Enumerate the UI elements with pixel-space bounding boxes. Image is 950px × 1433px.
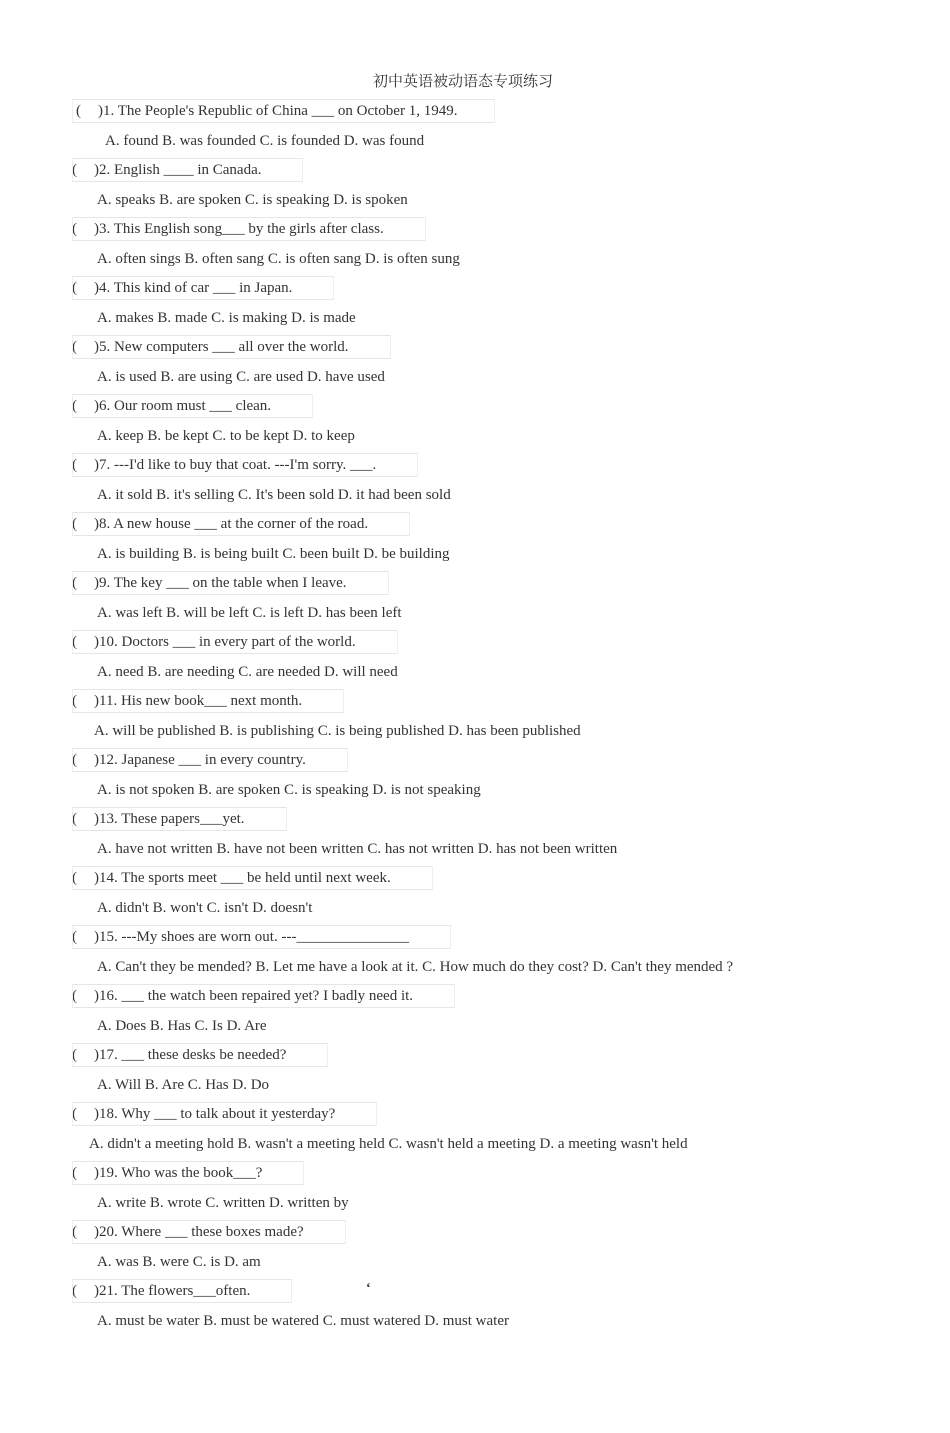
answer-options: A. Can't they be mended? B. Let me have a look at it. C. How much do they cost? D. Can't they mended ?: [97, 959, 734, 975]
question-text: )18. Why ___ to talk about it yesterday?: [94, 1106, 336, 1122]
answer-options: A. need B. are needing C. are needed D. will need: [97, 664, 398, 680]
question-line: [72, 396, 271, 416]
question-text: )13. These papers___yet.: [94, 811, 245, 827]
answer-blank[interactable]: (: [72, 811, 77, 827]
question-line: [72, 514, 368, 534]
question-text: )15. ---My shoes are worn out. ---_______________: [94, 929, 409, 945]
answer-options: A. write B. wrote C. written D. written by: [97, 1195, 349, 1211]
question-text: )8. A new house ___ at the corner of the road.: [94, 516, 369, 532]
question-text: )10. Doctors ___ in every part of the world.: [94, 634, 356, 650]
question-line: [72, 809, 245, 829]
question-line: [72, 1045, 286, 1065]
question-line: [72, 1281, 250, 1301]
question-line: [72, 986, 413, 1006]
answer-options: A. is building B. is being built C. been built D. be building: [97, 546, 450, 562]
answer-options: A. Will B. Are C. Has D. Do: [97, 1077, 270, 1093]
question-text: )5. New computers ___ all over the world.: [94, 339, 349, 355]
question-line: [72, 868, 391, 888]
question-text: )7. ---I'd like to buy that coat. ---I'm sorry. ___.: [94, 457, 377, 473]
answer-blank[interactable]: (: [72, 988, 77, 1004]
question-text: )14. The sports meet ___ be held until next week.: [94, 870, 391, 886]
answer-options: A. was left B. will be left C. is left D. has been left: [97, 605, 402, 621]
answer-options: A. keep B. be kept C. to be kept D. to keep: [97, 428, 355, 444]
answer-blank[interactable]: (: [72, 457, 77, 473]
answer-blank[interactable]: (: [72, 693, 77, 709]
question-text: )3. This English song___ by the girls after class.: [94, 221, 384, 237]
answer-options: A. didn't a meeting hold B. wasn't a meeting held C. wasn't held a meeting D. a meeting wasn't held: [89, 1136, 688, 1152]
question-text: )9. The key ___ on the table when I leave.: [94, 575, 347, 591]
question-text: )4. This kind of car ___ in Japan.: [94, 280, 293, 296]
question-text: )16. ___ the watch been repaired yet? I badly need it.: [94, 988, 414, 1004]
question-line: [72, 278, 292, 298]
question-text: )2. English ____ in Canada.: [94, 162, 262, 178]
answer-options: A. makes B. made C. is making D. is made: [97, 310, 356, 326]
answer-options: A. will be published B. is publishing C. is being published D. has been published: [94, 723, 581, 739]
question-line: [76, 101, 457, 121]
answer-options: A. speaks B. are spoken C. is speaking D. is spoken: [97, 192, 408, 208]
question-text: )19. Who was the book___?: [94, 1165, 263, 1181]
question-line: [72, 160, 261, 180]
answer-blank[interactable]: (: [72, 1224, 77, 1240]
question-text: )12. Japanese ___ in every country.: [94, 752, 306, 768]
answer-blank[interactable]: (: [72, 634, 77, 650]
answer-blank[interactable]: (: [72, 398, 77, 414]
question-text: )6. Our room must ___ clean.: [94, 398, 272, 414]
answer-options: A. was B. were C. is D. am: [97, 1254, 261, 1270]
question-text: )11. His new book___ next month.: [94, 693, 303, 709]
stray-mark: ‘: [366, 1281, 371, 1296]
answer-blank[interactable]: (: [72, 575, 77, 591]
question-line: [72, 750, 306, 770]
question-text: )20. Where ___ these boxes made?: [94, 1224, 304, 1240]
question-line: [72, 1104, 335, 1124]
answer-blank[interactable]: (: [72, 1106, 77, 1122]
page-title: 初中英语被动语态专项练习: [372, 72, 553, 90]
answer-blank[interactable]: (: [72, 339, 77, 355]
question-line: [72, 337, 349, 357]
question-line: [72, 632, 356, 652]
question-line: [72, 573, 347, 593]
answer-blank[interactable]: (: [72, 870, 77, 886]
question-text: )1. The People's Republic of China ___ on October 1, 1949.: [98, 103, 458, 119]
question-text: )21. The flowers___often.: [94, 1283, 251, 1299]
answer-options: A. is used B. are using C. are used D. have used: [97, 369, 385, 385]
answer-blank[interactable]: (: [72, 162, 77, 178]
answer-blank[interactable]: (: [72, 280, 77, 296]
question-text: )17. ___ these desks be needed?: [94, 1047, 287, 1063]
question-line: [72, 219, 384, 239]
answer-options: A. have not written B. have not been written C. has not written D. has not been written: [97, 841, 618, 857]
answer-options: A. didn't B. won't C. isn't D. doesn't: [97, 900, 313, 916]
answer-options: A. Does B. Has C. Is D. Are: [97, 1018, 267, 1034]
question-line: [72, 1222, 304, 1242]
question-line: [72, 927, 409, 947]
answer-blank[interactable]: (: [72, 752, 77, 768]
answer-options: A. is not spoken B. are spoken C. is speaking D. is not speaking: [97, 782, 481, 798]
answer-blank[interactable]: (: [72, 221, 77, 237]
answer-options: A. must be water B. must be watered C. must watered D. must water: [97, 1313, 509, 1329]
question-line: [72, 691, 302, 711]
answer-blank[interactable]: (: [72, 1047, 77, 1063]
answer-options: A. it sold B. it's selling C. It's been sold D. it had been sold: [97, 487, 451, 503]
question-line: [72, 455, 376, 475]
answer-options: A. found B. was founded C. is founded D. was found: [105, 133, 425, 149]
answer-blank[interactable]: (: [72, 516, 77, 532]
answer-blank[interactable]: (: [72, 929, 77, 945]
answer-blank[interactable]: (: [72, 1283, 77, 1299]
answer-options: A. often sings B. often sang C. is often sang D. is often sung: [97, 251, 460, 267]
question-line: [72, 1163, 262, 1183]
answer-blank[interactable]: (: [76, 103, 81, 119]
answer-blank[interactable]: (: [72, 1165, 77, 1181]
